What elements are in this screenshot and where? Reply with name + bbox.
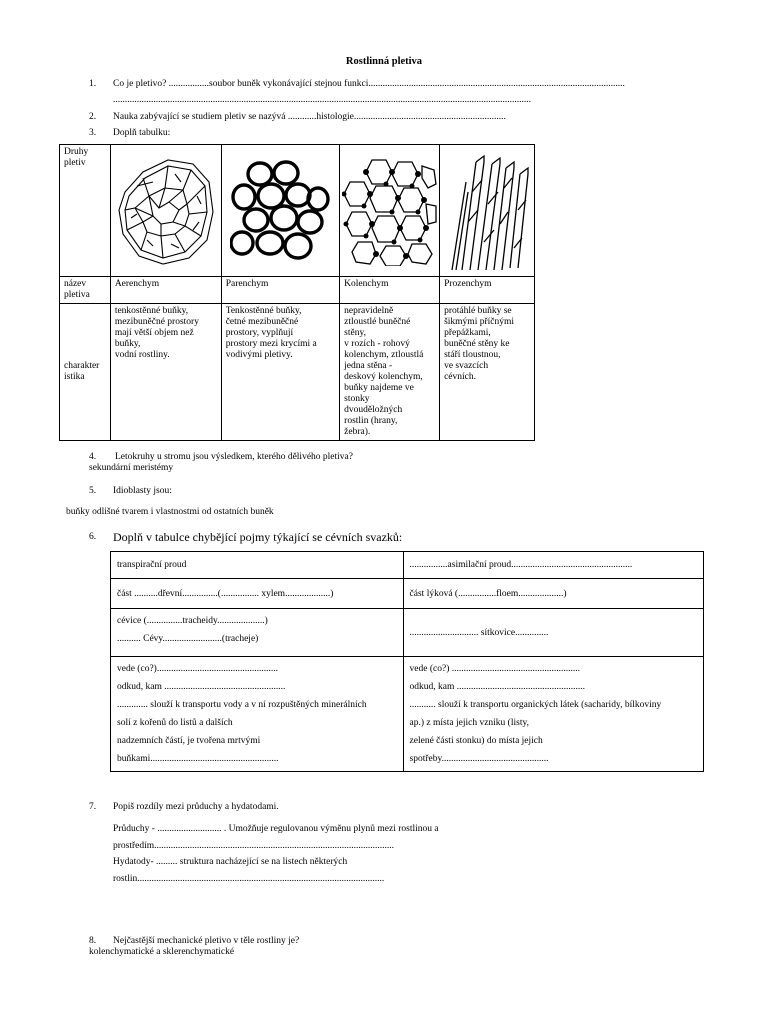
cell-name-parenchyma: Parenchym: [221, 277, 339, 304]
question-6-text: Doplň v tabulce chybějící pojmy týkající se cévních svazků:: [113, 530, 403, 544]
cell-name-prosenchyma: Prozenchym: [440, 277, 535, 304]
cell-char-aerenchyma: tenkostěnné buňky, mezibuněčné prostory mají větší objem než buňky, vodní rostliny.: [110, 304, 221, 441]
prosenchyma-drawing: [440, 145, 535, 277]
row-label-types: Druhy pletiv: [60, 145, 111, 277]
parenchyma-drawing: [221, 145, 339, 277]
question-7-line1: Průduchy - ........................... . Umožňuje regulovanou výměnu plynů mezi rostlinou a: [113, 824, 439, 834]
cell-char-collenchyma: nepravidelně ztloustlé buněčné stěny, v rozích - rohový kolenchym, ztloustlá jedna stěna - deskový kolenchym, buňky najdeme ve stonky dvouděložných rostlin (hrany, žebra).: [340, 304, 440, 441]
tissue-table: [59, 144, 535, 441]
cell-assimilation: ................asimilační proud...................................................: [403, 552, 703, 579]
cell-xylem-function: vede (co?)................................................... odkud, kam ................................................... ............. slouží k transportu vody a v ní rozpuštěných minerálních solí z kořenů do listů a dalších nadzemních částí, je tvořena mrtvými buňkami......................................................: [111, 657, 404, 772]
cell-phloem: část lýková (................floem...................): [403, 579, 703, 609]
question-7-line2: prostředím.....................................................................................................: [113, 841, 395, 851]
question-4-text: Letokruhy u stromu jsou výsledkem, kterého dělivého pletiva?: [115, 452, 353, 462]
vascular-bundle-table: [110, 551, 704, 772]
page-title: Rostlinná pletiva: [345, 56, 423, 67]
question-7-line4: rostlin........................................................................................................: [113, 874, 385, 884]
question-5-answer: buňky odlišné tvarem i vlastnostmi od ostatních buněk: [66, 507, 274, 517]
aerenchyma-drawing: [110, 145, 221, 277]
question-1-line2: ................................................................................................................................................................................: [113, 95, 531, 105]
question-1-number: 1.: [89, 79, 97, 89]
cell-char-parenchyma: Tenkostěnné buňky, četné mezibuněčné prostory, vyplňují prostory mezi krycími a vodivými pletivy.: [221, 304, 339, 441]
question-8-answer: kolenchymatické a sklerenchymatické: [89, 947, 235, 957]
row-label-name: název pletiva: [60, 277, 111, 304]
question-7-number: 7.: [89, 802, 97, 812]
question-8-number: 8.: [89, 936, 97, 946]
cell-transpiration: transpirační proud: [111, 552, 404, 579]
cell-xylem-elements: cévice (...............tracheidy....................) .......... Cévy.........................(tracheje): [111, 609, 404, 657]
question-3-text: Doplň tabulku:: [113, 128, 171, 138]
question-1-text: Co je pletivo? .................soubor buněk vykonávající stejnou funkci............................................................................................................: [113, 79, 625, 89]
question-3-number: 3.: [89, 128, 97, 138]
question-2-text: Nauka zabývající se studiem pletiv se nazývá ............histologie................................................................: [113, 112, 506, 122]
question-4-number: 4.: [89, 452, 97, 462]
question-7-text: Popiš rozdíly mezi průduchy a hydatodami.: [113, 802, 279, 812]
collenchyma-drawing: [340, 145, 440, 277]
cell-name-collenchyma: Kolenchym: [340, 277, 440, 304]
cell-sieve-tubes: ............................. sítkovice..............: [403, 609, 703, 657]
row-label-characteristic: charakter istika: [60, 304, 111, 441]
cell-xylem: část ..........dřevní...............(................ xylem...................): [111, 579, 404, 609]
question-4-answer: sekundární meristémy: [89, 463, 174, 473]
question-2-number: 2.: [89, 112, 97, 122]
question-7-line3: Hydatody- ......... struktura nacházející se na listech některých: [113, 857, 348, 867]
question-5-text: Idioblasty jsou:: [113, 486, 172, 496]
cell-phloem-function: vede (co?) ...................................................... odkud, kam ...................................................... ........... slouží k transportu organických látek (sacharidy, bílkoviny ap.) z místa jejich vzniku (listy, zelené části stonku) do místa jejich spotřeby.............................................: [403, 657, 703, 772]
question-5-number: 5.: [89, 486, 97, 496]
cell-char-prosenchyma: protáhlé buňky se šikmými příčnými přepážkami, buněčné stěny ke stáří tloustnou, ve svazcích cévních.: [440, 304, 535, 441]
question-6-number: 6.: [89, 532, 97, 542]
question-8-text: Nejčastější mechanické pletivo v těle rostliny je?: [113, 936, 300, 946]
cell-name-aerenchyma: Aerenchym: [110, 277, 221, 304]
